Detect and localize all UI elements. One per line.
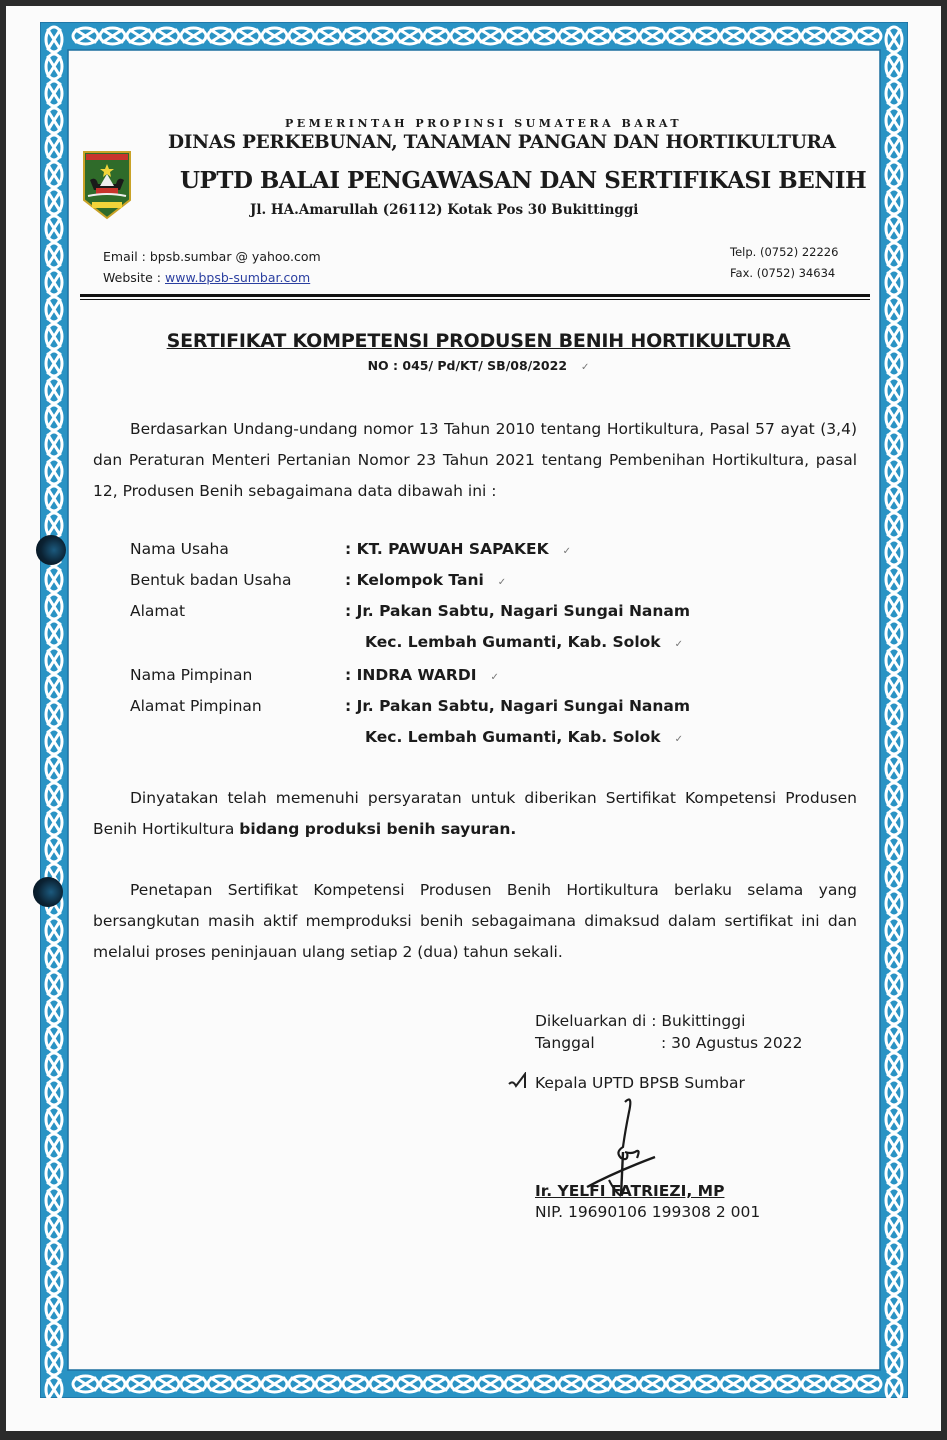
intro-paragraph [93,414,857,507]
field-label: Alamat Pimpinan [130,697,262,715]
field-value: : Kelompok Tani ✓ [345,571,507,589]
email-label: Email : [103,249,150,264]
website-line [103,270,310,285]
website-link[interactable]: www.bpsb-sumbar.com [165,270,311,285]
check-mark-icon: ✓ [674,639,683,650]
check-mark-icon: ✓ [581,362,590,373]
field-label: Alamat [130,602,186,620]
statement-text: Dinyatakan telah memenuhi persyaratan untuk diberikan Sertifikat Kompetensi Produsen Benih Hortikultura [93,789,857,838]
certificate-number [0,358,947,373]
website-label: Website : [103,270,165,285]
telephone: Telp. (0752) 22226 [730,245,839,259]
signatory-position: Kepala UPTD BPSB Sumbar [535,1074,745,1092]
issued-at-line [535,1012,745,1030]
check-mark-icon: ✓ [497,577,507,588]
check-mark-icon: ✓ [674,734,683,745]
fax: Fax. (0752) 34634 [730,266,836,280]
intro-text: Berdasarkan Undang-undang nomor 13 Tahun 2010 tentang Hortikultura, Pasal 57 ayat (3,4) dan Peraturan Menteri Pertanian Nomor 23 Tahun 2021 tentang Pembenihan Hortikultura, pasal 12, Produsen Benih sebagaimana data dibawah ini : [93,420,857,500]
issued-at-value: : Bukittinggi [651,1012,746,1030]
date-value: : 30 Agustus 2022 [661,1034,803,1052]
field-value-line2: Kec. Lembah Gumanti, Kab. Solok ✓ [365,633,683,651]
certificate-number-text: NO : 045/ Pd/KT/ SB/08/2022 [367,358,568,373]
unit-heading: UPTD BALAI PENGAWASAN DAN SERTIFIKASI BENIH [180,167,867,194]
government-heading: PEMERINTAH PROPINSI SUMATERA BARAT [284,117,683,130]
issued-at-label: Dikeluarkan di [535,1012,647,1030]
validity-text: Penetapan Sertifikat Kompetensi Produsen Benih Hortikultura berlaku selama yang bersangkutan masih aktif memproduksi benih sebagaimana dimaksud dalam sertifikat ini dan melalui proses peninjauan ulang setiap 2 (dua) tahun sekali. [93,881,857,961]
field-value: : Jr. Pakan Sabtu, Nagari Sungai Nanam [345,602,691,620]
field-value-line2: Kec. Lembah Gumanti, Kab. Solok ✓ [365,728,683,746]
handwritten-check-icon [507,1072,529,1096]
header-divider [80,294,870,297]
check-mark-icon: ✓ [562,546,572,557]
certificate-title: SERTIFIKAT KOMPETENSI PRODUSEN BENIH HORTIKULTURA [166,330,791,352]
check-mark-icon: ✓ [490,672,499,683]
signatory-name: Ir. YELFI FATRIEZI, MP [535,1182,725,1200]
date-label: Tanggal [535,1034,595,1052]
signatory-nip: NIP. 19690106 199308 2 001 [535,1203,761,1221]
field-label: Nama Usaha [130,540,229,558]
office-address: Jl. HA.Amarullah (26112) Kotak Pos 30 Bukittinggi [250,202,639,218]
field-value: : Jr. Pakan Sabtu, Nagari Sungai Nanam [345,697,691,715]
statement-paragraph [93,783,857,845]
field-value: : KT. PAWUAH SAPAKEK ✓ [345,540,572,558]
field-value: : INDRA WARDI ✓ [345,666,499,684]
validity-paragraph [93,875,857,968]
statement-field: bidang produksi benih sayuran. [239,820,517,838]
department-heading: DINAS PERKEBUNAN, TANAMAN PANGAN DAN HORTIKULTURA [168,132,836,153]
field-label: Nama Pimpinan [130,666,253,684]
west-sumatra-emblem-icon [82,150,132,220]
field-label: Bentuk badan Usaha [130,571,292,589]
header-divider-thin [80,299,870,300]
email-line [103,249,321,264]
email-address: bpsb.sumbar @ yahoo.com [149,249,321,264]
